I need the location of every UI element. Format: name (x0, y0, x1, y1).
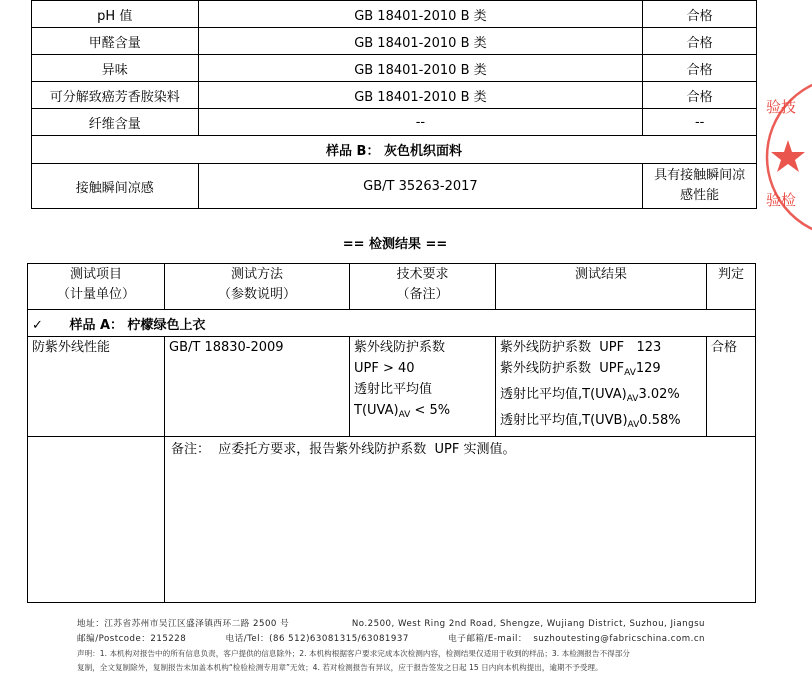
item-cell: pH 值 (32, 1, 199, 28)
method-cell: GB 18401-2010 B 类 (198, 55, 643, 82)
table-row (28, 337, 756, 437)
sample-a-row (28, 310, 756, 337)
header-requirement (350, 264, 496, 310)
footer (77, 617, 705, 675)
remark-row (28, 437, 756, 603)
disclaimer-line: 复制，全文复制除外，复制报告未加盖本机构“检验检测专用章”无效；4. 若对检测报告有异议，应于报告签发之日起 15 日内向本机构提出，逾期不予受理。 (77, 663, 603, 672)
method-cell: -- (198, 109, 643, 136)
table-row (32, 82, 757, 109)
sample-a-cell (28, 310, 756, 337)
result-cell (643, 164, 757, 209)
header-line: （备注） (396, 287, 449, 302)
header-method (165, 264, 350, 310)
email: 电子邮箱/E-mail： suzhoutesting@fabricschina.com.cn (448, 634, 705, 644)
stamp-graphic (752, 72, 812, 242)
result-cell (496, 337, 707, 437)
remark-note: 备注： 应委托方要求，报告紫外线防护系数 UPF 实测值。 (165, 437, 756, 603)
postcode: 邮编/Postcode：215228 (77, 634, 187, 644)
header-line: 测试项目 (69, 267, 122, 282)
method-cell: GB/T 18830-2009 (165, 337, 350, 437)
header-line: 测试结果 (574, 267, 627, 282)
table-row (32, 164, 757, 209)
method-cell: GB 18401-2010 B 类 (198, 28, 643, 55)
header-line: （计量单位） (56, 287, 135, 302)
header-line: 测试方法 (230, 267, 283, 282)
result-line: 具有接触瞬间凉 (654, 168, 746, 183)
table-row (32, 1, 757, 28)
sample-b-row (32, 136, 757, 164)
address-en: No.2500, West Ring 2nd Road, Shengze, Wujiang District, Suzhou, Jiangsu (351, 619, 705, 629)
result-line: 紫外线防护系数 UPF 123 (500, 340, 662, 355)
header-item (28, 264, 165, 310)
disclaimer-line: 声明：1. 本机构对报告中的所有信息负责，客户提供的信息除外；2. 本机构根据客户要求完成本次检测内容，检测结果仅适用于收到的样品；3. 本检测报告不得部分 (77, 649, 630, 658)
section-title: == 检测结果 == (342, 237, 448, 252)
item-cell: 纤维含量 (32, 109, 199, 136)
result-line: 透射比平均值$,T(UVA)_{AV}3.02\%$ (500, 387, 680, 404)
result-line: 透射比平均值$,T(UVB)_{AV}0.58\%$ (500, 413, 681, 430)
result-cell: 合格 (643, 28, 757, 55)
item-cell: 可分解致癌芳香胺染料 (32, 82, 199, 109)
result-line: 紫外线防护系数 $UPF_{AV}129$ (500, 361, 661, 378)
test-results-table (27, 263, 756, 603)
footer-address-row (77, 617, 705, 632)
header-line: （参数说明） (217, 287, 296, 302)
item-cell: 甲醛含量 (32, 28, 199, 55)
result-cell: -- (643, 109, 757, 136)
result-cell: 合格 (643, 1, 757, 28)
stamp-text-top: 验技 (766, 98, 797, 116)
header-line: 判定 (717, 267, 744, 282)
table-row (32, 109, 757, 136)
check-icon: ✓ (32, 317, 43, 333)
stamp-text-bottom: 验检 (766, 191, 797, 209)
item-cell: 防紫外线性能 (28, 337, 165, 437)
header-verdict (707, 264, 756, 310)
requirement-line: 紫外线防护系数 (354, 340, 446, 355)
result-line: 感性能 (680, 188, 720, 203)
table-row (32, 28, 757, 55)
table-row (32, 55, 757, 82)
upper-results-table (31, 0, 757, 209)
sample-b-label: 样品 B： 灰色机织面料 (32, 136, 757, 164)
requirement-line: UPF > 40 (354, 361, 415, 376)
telephone: 电话/Tel：(86 512)63081315/63081937 (225, 634, 409, 644)
method-cell: GB 18401-2010 B 类 (198, 82, 643, 109)
verdict-cell: 合格 (707, 337, 756, 437)
inspection-stamp (752, 72, 812, 242)
item-cell: 接触瞬间凉感 (32, 164, 199, 209)
requirement-cell (350, 337, 496, 437)
header-row (28, 264, 756, 310)
header-result (496, 264, 707, 310)
blank-cell (28, 437, 165, 603)
method-cell: GB 18401-2010 B 类 (198, 1, 643, 28)
result-cell: 合格 (643, 55, 757, 82)
header-line: 技术要求 (396, 267, 449, 282)
requirement-line: 透射比平均值 (354, 382, 433, 397)
item-cell: 异味 (32, 55, 199, 82)
result-cell: 合格 (643, 82, 757, 109)
method-cell: GB/T 35263-2017 (198, 164, 643, 209)
footer-contact-row (77, 632, 705, 647)
address-cn: 地址：江苏省苏州市吴江区盛泽镇西环二路 2500 号 (77, 619, 290, 629)
sample-a-label: 样品 A： 柠檬绿色上衣 (69, 317, 206, 333)
requirement-line: $T(UVA)_{AV} < 5\%$ (354, 403, 451, 420)
